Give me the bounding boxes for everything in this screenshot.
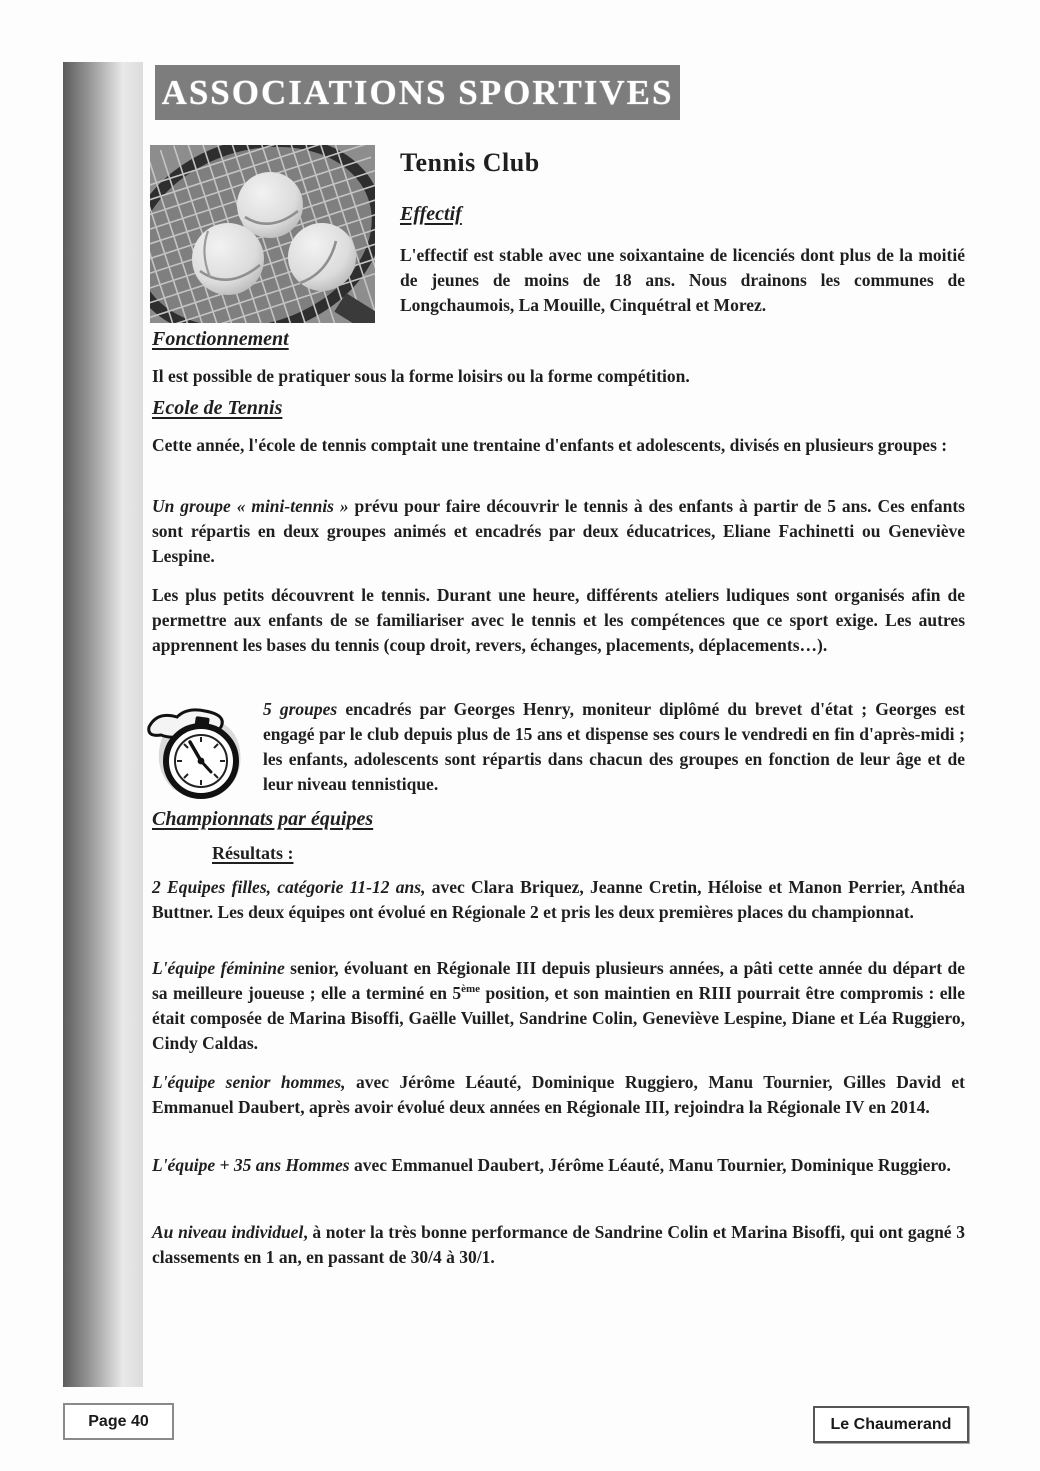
page-number: Page 40 [88,1412,149,1430]
mini-tennis-lead: Un groupe « mini-tennis » [152,496,349,516]
individuel-lead: Au niveau individuel [152,1222,304,1242]
filles-lead: 2 Equipes filles, catégorie 11-12 ans, [152,877,426,897]
groupes-rest: encadrés par Georges Henry, moniteur diplômé du brevet d'état ; Georges est engagé par le club depuis plus de 15 ans et dispense ses cours le vendredi en fin d'après-midi ; les enfants, adolescents sont répartis dans chacun des groupes en fonction de leur âge et de leur niveau tennistique. [263,699,965,794]
left-gradient-bar [63,62,143,1387]
heading-fonctionnement: Fonctionnement [152,328,289,350]
heading-ecole-de-tennis: Ecole de Tennis [152,397,283,419]
paragraph-niveau-individuel [152,1220,965,1270]
groupes-lead: 5 groupes [263,699,338,719]
filles-rest: avec Clara Briquez, Jeanne Cretin, Héloise et Manon Perrier, Anthéa Buttner. Les deux équipes ont évolué en Régionale 2 et pris les deux premières places du championnat. [152,877,966,922]
heading-effectif: Effectif [400,203,462,225]
plus35-rest: avec Emmanuel Daubert, Jérôme Léauté, Manu Tournier, Dominique Ruggiero. [349,1155,951,1175]
feminine-lead2: senior, [284,958,339,978]
publication-name: Le Chaumerand [830,1415,952,1433]
hommes-lead: L'équipe senior hommes, [152,1072,346,1092]
section-banner [155,65,680,120]
paragraph-5-groupes [263,697,965,797]
paragraph-equipe-feminine [152,956,965,1056]
mini-tennis-rest: prévu pour faire découvrir le tennis à des enfants à partir de 5 ans. Ces enfants sont répartis en deux groupes animés et encadrés par deux éducatrices, Eliane Fachinetti ou Geneviève Lespine. [152,496,965,566]
article-title: Tennis Club [400,148,540,177]
feminine-lead: L'équipe féminine [152,958,285,978]
publication-name-box [813,1406,969,1443]
page-number-box [63,1403,174,1440]
feminine-rest-a: évoluant en Régionale III depuis plusieurs années, a pâti cette année du départ de sa meilleure joueuse ; elle a terminé en 5 [152,958,965,1003]
paragraph-equipe-senior-hommes [152,1070,965,1120]
feminine-rest-b: position, et son maintien en RIII pourrait être compromis : elle était composée de Marina Bisoffi, Gaëlle Vuillet, Sandrine Colin, Geneviève Lespine, Diane et Léa Ruggiero, Cindy Caldas. [152,983,965,1053]
paragraph-equipes-filles [152,875,965,925]
paragraph-equipe-plus35 [152,1153,965,1178]
hommes-rest: avec Jérôme Léauté, Dominique Ruggiero, Manu Tournier, Gilles David et Emmanuel Daubert, après avoir évolué deux années en Régionale III, rejoindra la Régionale IV en 2014. [152,1072,965,1117]
paragraph-petits: Les plus petits découvrent le tennis. Durant une heure, différents ateliers ludiques sont organisés afin de permettre aux enfants de se familiariser avec le tennis et les compétences que ce sport exige. Les autres apprennent les bases du tennis (coup droit, revers, échanges, placements, déplacements…). [152,585,965,655]
feminine-superscript: ème [461,983,481,996]
tennis-racket-balls-image [150,145,375,323]
tennis-balls-photo [150,145,375,323]
banner-title: ASSOCIATIONS SPORTIVES [161,72,674,112]
paragraph-ecole-intro: Cette année, l'école de tennis comptait une trentaine d'enfants et adolescents, divisés en plusieurs groupes : [152,435,948,455]
individuel-rest: , à noter la très bonne performance de Sandrine Colin et Marina Bisoffi, qui ont gagné 3 classements en 1 an, en passant de 30/4 à 30/1. [152,1222,966,1267]
plus35-lead: L'équipe + 35 ans Hommes [152,1155,350,1175]
paragraph-effectif: L'effectif est stable avec une soixantaine de licenciés dont plus de la moitié de jeunes de moins de 18 ans. Nous drainons les communes de Longchaumois, La Mouille, Cinquétral et Morez. [400,245,965,315]
paragraph-fonctionnement: Il est possible de pratiquer sous la forme loisirs ou la forme compétition. [152,366,690,386]
heading-championnats: Championnats par équipes [152,808,374,830]
paragraph-mini-tennis [152,494,965,569]
resultats-label: Résultats : [212,843,294,863]
stopwatch-icon [143,697,255,803]
